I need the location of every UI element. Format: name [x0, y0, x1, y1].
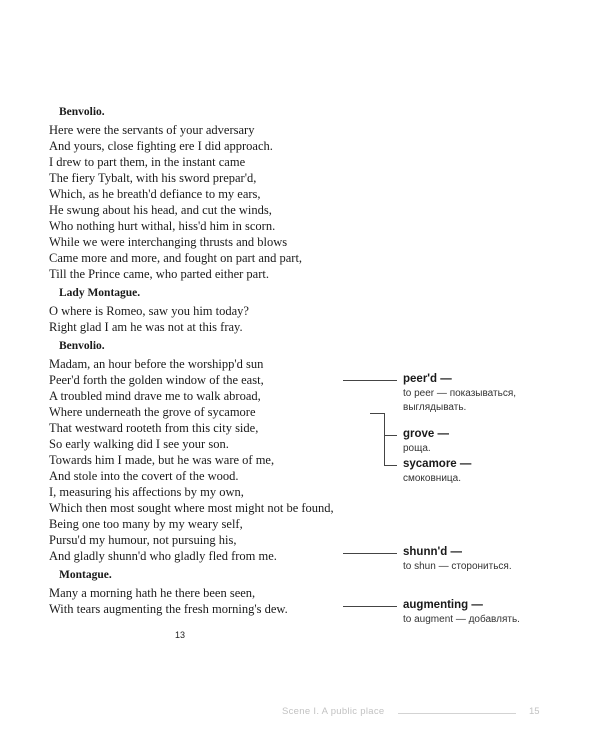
gloss-grove: [403, 427, 449, 456]
footer-page-number: 15: [529, 706, 540, 717]
gloss-connector-line: [343, 380, 397, 381]
verse-line: Who nothing hurt withal, hiss'd him in scorn.: [49, 219, 276, 233]
gloss-connector-line: [343, 553, 397, 554]
verse-line: And yours, close fighting ere I did approach.: [49, 139, 273, 153]
verse-line: O where is Romeo, saw you him today?: [49, 304, 249, 318]
verse-line: Here were the servants of your adversary: [49, 123, 255, 137]
gloss-definition: смоковница.: [403, 473, 461, 484]
gloss-connector-line: [343, 606, 397, 607]
gloss-definition: to peer — показываться,: [403, 388, 517, 399]
verse-line: The fiery Tybalt, with his sword prepar'd,: [49, 171, 257, 185]
speech-benvolio-1: [49, 104, 349, 282]
gloss-connector-line: [384, 413, 385, 465]
gloss-peerd: [403, 372, 516, 415]
footer-section-title: Scene I. A public place: [282, 706, 385, 717]
verse-line: And stole into the covert of the wood.: [49, 469, 239, 483]
gloss-term: grove —: [403, 428, 450, 440]
verse-line: Which, as he breath'd defiance to my ears,: [49, 187, 261, 201]
verse-line: Pursu'd my humour, not pursuing his,: [49, 533, 237, 547]
gloss-definition: to shun — сторониться.: [403, 561, 512, 572]
speaker-name: Benvolio.: [59, 340, 105, 352]
gloss-connector-line: [384, 465, 397, 466]
gloss-connector-line: [384, 435, 397, 436]
gloss-term: augmenting —: [403, 599, 483, 611]
gloss-definition: выглядывать.: [403, 402, 467, 413]
verse-line: Till the Prince came, who parted either part.: [49, 267, 269, 281]
verse-line: And gladly shunn'd who gladly fled from me.: [49, 549, 277, 563]
gloss-term: sycamore —: [403, 458, 472, 470]
verse-line: Being one too many by my weary self,: [49, 517, 243, 531]
gloss-term: shunn'd —: [403, 546, 462, 558]
verse-line: Right glad I am he was not at this fray.: [49, 320, 243, 334]
verse-line: That westward rooteth from this city side,: [49, 421, 259, 435]
verse-line: While we were interchanging thrusts and blows: [49, 235, 288, 249]
speech-benvolio-2: [49, 338, 349, 564]
verse-line: Came more and more, and fought on part and part,: [49, 251, 303, 265]
verse-line: I drew to part them, in the instant came: [49, 155, 246, 169]
play-text: [49, 104, 349, 617]
gloss-sycamore: [403, 457, 471, 486]
verse-line: Madam, an hour before the worshipp'd sun: [49, 357, 264, 371]
gloss-augmenting: [403, 598, 520, 627]
gloss-shunnd: [403, 545, 512, 574]
gloss-definition: роща.: [403, 443, 431, 454]
verse-line: A troubled mind drave me to walk abroad,: [49, 389, 261, 403]
inner-page-number: 13: [175, 630, 186, 640]
verse-line: Towards him I made, but he was ware of me,: [49, 453, 275, 467]
speech-montague: [49, 567, 349, 617]
verse-line: Peer'd forth the golden window of the east,: [49, 373, 264, 387]
verse-line: He swung about his head, and cut the winds,: [49, 203, 272, 217]
verse-line: I, measuring his affections by my own,: [49, 485, 244, 499]
verse-line: Many a morning hath he there been seen,: [49, 586, 256, 600]
footer-divider: [398, 713, 516, 714]
speaker-name: Benvolio.: [59, 106, 105, 118]
verse-line: So early walking did I see your son.: [49, 437, 229, 451]
verse-line: With tears augmenting the fresh morning's dew.: [49, 602, 288, 616]
speaker-name: Montague.: [59, 569, 112, 581]
verse-line: Which then most sought where most might not be found,: [49, 501, 334, 515]
speech-lady-montague: [49, 285, 349, 335]
gloss-term: peer'd —: [403, 373, 452, 385]
gloss-connector-line: [370, 413, 384, 414]
verse-line: Where underneath the grove of sycamore: [49, 405, 256, 419]
gloss-definition: to augment — добавлять.: [403, 614, 520, 625]
speaker-name: Lady Montague.: [59, 287, 141, 299]
